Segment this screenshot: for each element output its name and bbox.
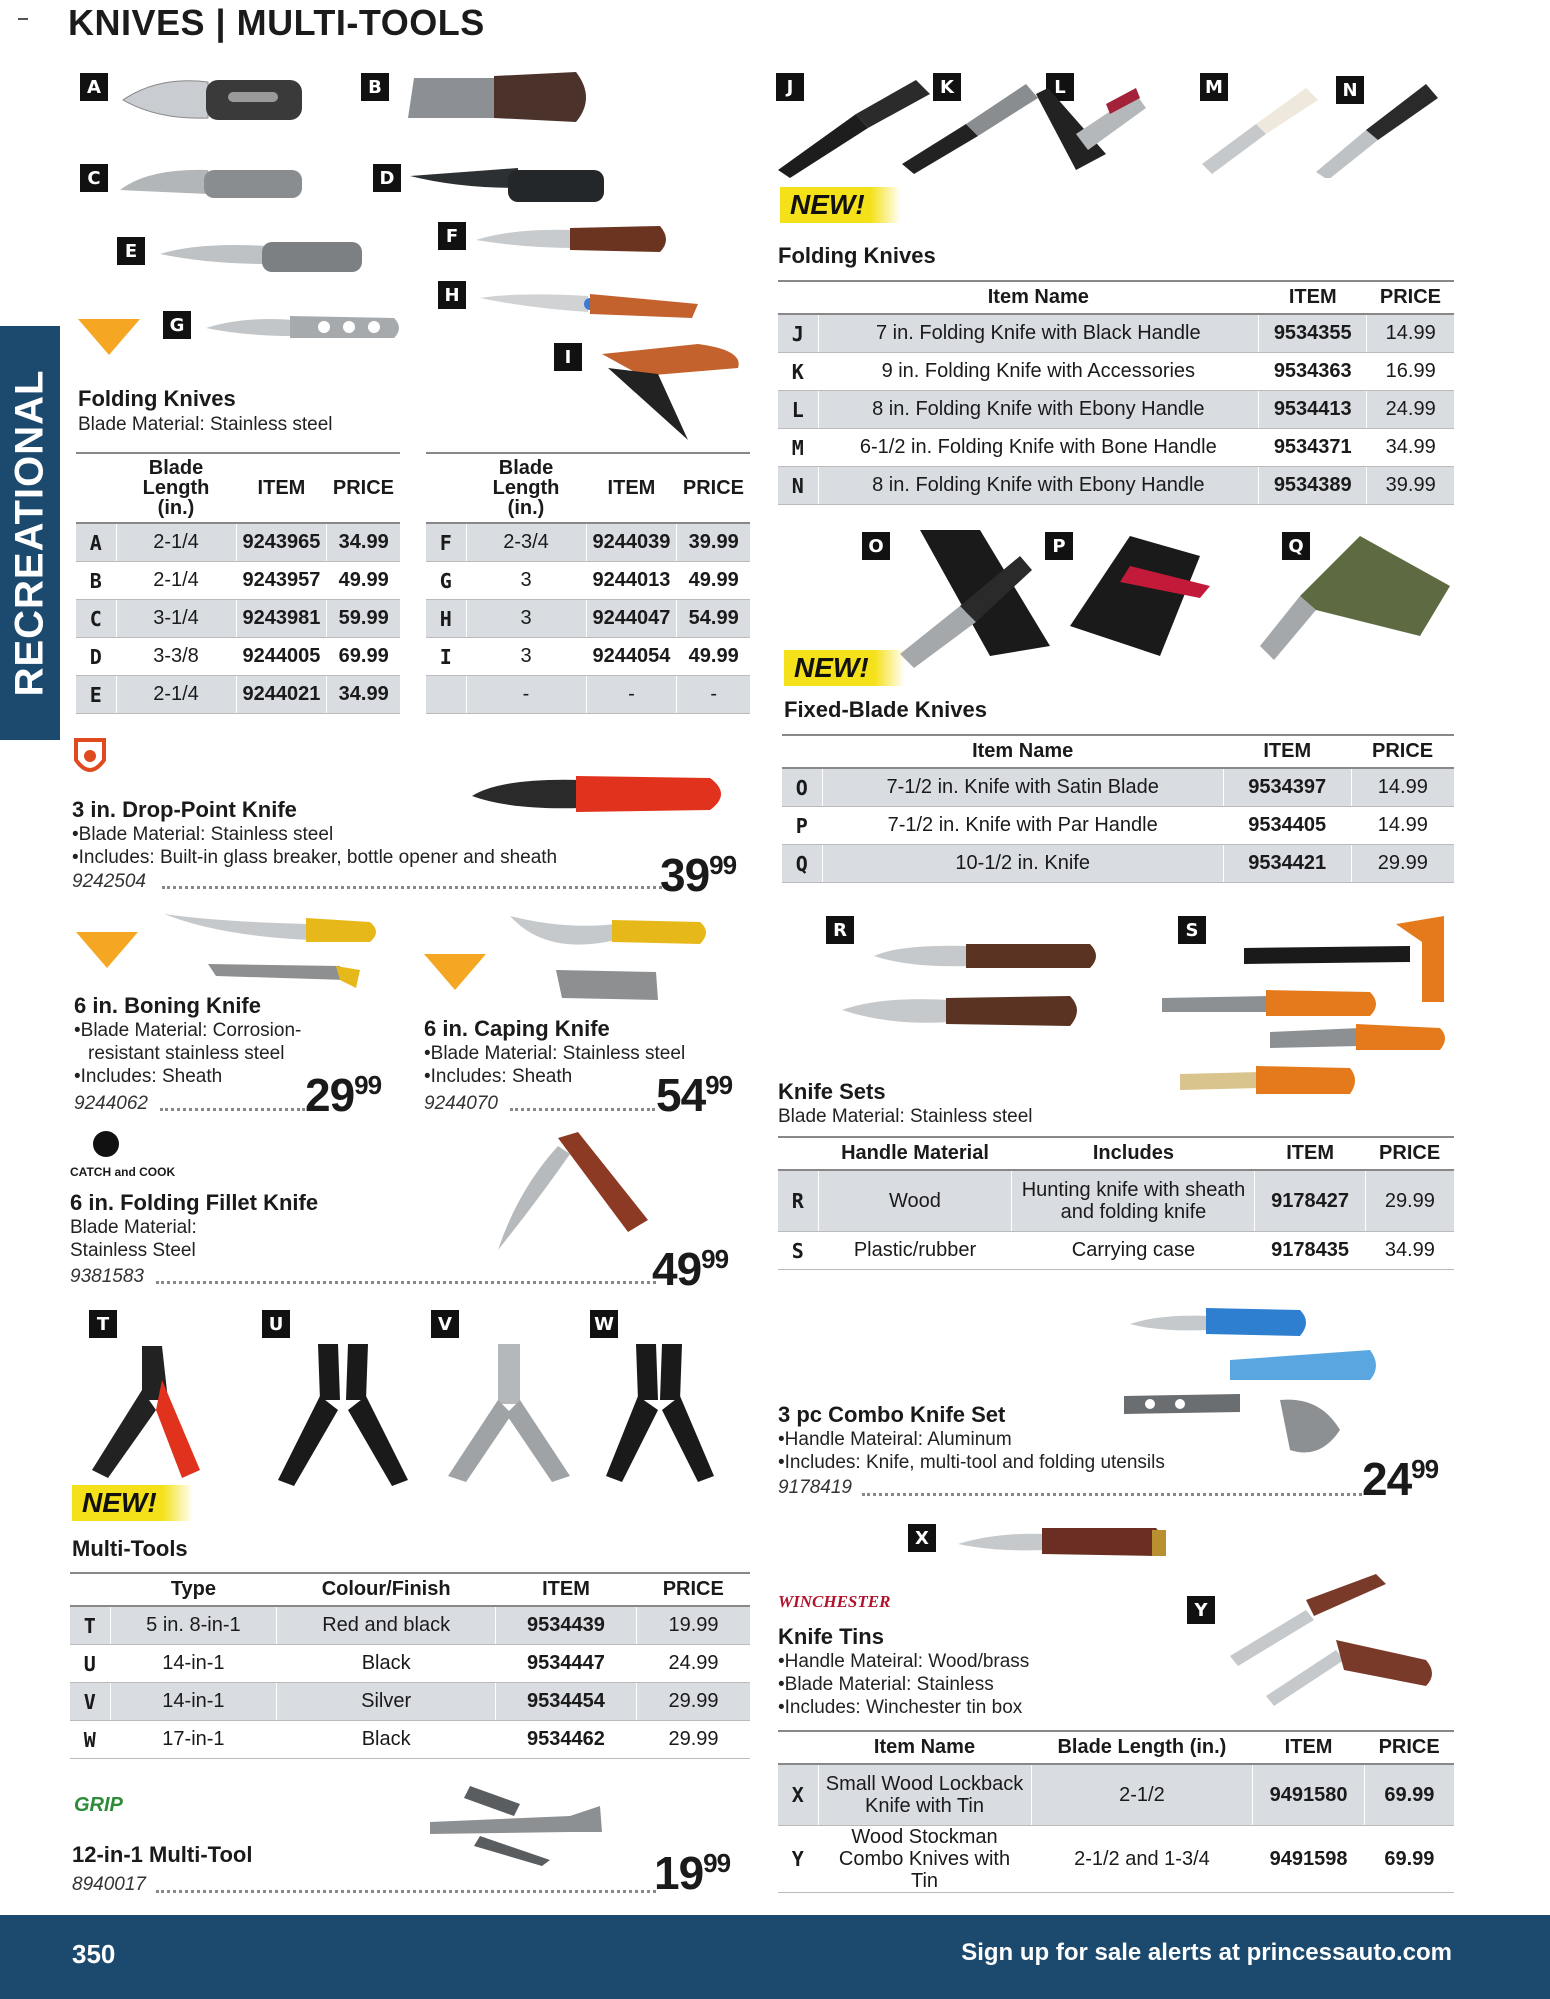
combo-price: $24^{99}$ (1362, 1453, 1439, 1505)
table-row: O 7-1/2 in. Knife with Satin Blade 9534397 14.99 (782, 768, 1454, 807)
header-price: PRICE (1365, 1137, 1454, 1170)
header-blade-length: Blade Length (in.) (116, 453, 236, 523)
grip-price: $19^{99}$ (654, 1847, 731, 1899)
table-row: X Small Wood Lockback Knife with Tin 2-1/2 9491580 69.99 (778, 1764, 1454, 1826)
catch-cook-logo (88, 1126, 124, 1162)
multi-tools-table (70, 1572, 750, 1759)
table-row: R Wood Hunting knife with sheath and folding knife 9178427 29.99 (778, 1170, 1454, 1232)
combo-bullet-1: •Handle Mateiral: Aluminum (778, 1429, 1012, 1450)
fixed-blade-table (782, 734, 1454, 883)
label-t: T (89, 1310, 117, 1338)
label-r: R (826, 916, 854, 944)
caping-bullet-2: •Includes: Sheath (424, 1066, 573, 1087)
tins-table (778, 1730, 1454, 1893)
caping-title: 6 in. Caping Knife (424, 1016, 610, 1041)
fillet-title: 6 in. Folding Fillet Knife (70, 1190, 319, 1215)
header-price: PRICE (1364, 1731, 1454, 1764)
label-m: M (1200, 73, 1228, 101)
table-row: B 2-1/4 9243957 49.99 (76, 562, 400, 600)
label-l: L (1046, 73, 1074, 101)
table-row: Q 10-1/2 in. Knife 9534421 29.99 (782, 845, 1454, 883)
fillet-price: $49^{99}$ (652, 1243, 729, 1295)
folding-smith-table-right (426, 452, 750, 714)
label-i: I (554, 343, 582, 371)
leader-dots (162, 886, 662, 889)
label-j: J (776, 73, 804, 101)
combo-bullet-2: •Includes: Knife, multi-tool and folding utensils (778, 1452, 1165, 1473)
label-p: P (1045, 532, 1073, 560)
header-price: PRICE (1351, 735, 1454, 768)
caping-sku: 9244070 (424, 1093, 502, 1115)
label-q: Q (1282, 532, 1310, 560)
knife-sets-title: Knife Sets (778, 1079, 886, 1104)
leader-dots (160, 1108, 305, 1111)
header-item: ITEM (586, 453, 677, 523)
label-g: G (163, 311, 191, 339)
label-x: X (908, 1524, 936, 1552)
table-row: U 14-in-1 Black 9534447 24.99 (70, 1645, 750, 1683)
fillet-bullet-1b: Stainless Steel (70, 1240, 196, 1261)
header-item: ITEM (1223, 735, 1351, 768)
new-badge: NEW! (72, 1485, 193, 1521)
header-price: PRICE (327, 453, 400, 523)
label-e: E (117, 237, 145, 265)
combo-knife-set-image (1120, 1300, 1410, 1470)
new-badge: NEW! (780, 187, 901, 223)
boning-bullet-2: •Includes: Sheath (74, 1066, 223, 1087)
label-c: C (80, 164, 108, 192)
table-row: T 5 in. 8-in-1 Red and black 9534439 19.99 (70, 1606, 750, 1645)
menu-mark (18, 18, 28, 20)
folding-smith-table-left (76, 452, 400, 714)
drop-point-title: 3 in. Drop-Point Knife (72, 797, 297, 822)
label-f: F (438, 222, 466, 250)
header-price: PRICE (677, 453, 750, 523)
table-row: W 17-in-1 Black 9534462 29.99 (70, 1721, 750, 1759)
leader-dots (156, 1281, 656, 1284)
boning-bullet-1: •Blade Material: Corrosion- (74, 1020, 302, 1041)
knife-set-s-image (1160, 912, 1450, 1098)
footer (0, 1915, 1550, 1999)
label-h: H (438, 281, 466, 309)
leader-dots (156, 1890, 656, 1893)
label-a: A (80, 73, 108, 101)
table-row: E 2-1/4 9244021 34.99 (76, 676, 400, 714)
label-w: W (590, 1310, 618, 1338)
table-row: F 2-3/4 9244039 39.99 (426, 523, 750, 562)
gear-aid-logo (72, 730, 108, 782)
label-n: N (1336, 76, 1364, 104)
header-item-name: Item Name (822, 735, 1223, 768)
table-row: D 3-3/8 9244005 69.99 (76, 638, 400, 676)
label-u: U (262, 1310, 290, 1338)
header-blade-length: Blade Length (in.) (1031, 1731, 1253, 1764)
table-row: H 3 9244047 54.99 (426, 600, 750, 638)
header-item: ITEM (1259, 281, 1367, 314)
combo-title: 3 pc Combo Knife Set (778, 1402, 1006, 1427)
catch-cook-brand: CATCH and COOK (70, 1165, 176, 1179)
grip-multi-tool-image (410, 1776, 610, 1868)
knife-sets-table (778, 1136, 1454, 1270)
table-row: A 2-1/4 9243965 34.99 (76, 523, 400, 562)
table-row: G 3 9244013 49.99 (426, 562, 750, 600)
table-row: K 9 in. Folding Knife with Accessories 9534363 16.99 (778, 353, 1454, 391)
table-row: - - - (426, 676, 750, 714)
page-title: KNIVES | MULTI-TOOLS (68, 2, 485, 43)
fillet-knife-image (478, 1130, 658, 1260)
header-item-name: Item Name (818, 1731, 1031, 1764)
knife-e-image (158, 238, 368, 278)
header-item: ITEM (495, 1573, 636, 1606)
header-item: ITEM (1255, 1137, 1365, 1170)
table-row: P 7-1/2 in. Knife with Par Handle 9534405 14.99 (782, 807, 1454, 845)
knife-d-image (408, 162, 608, 208)
grip-sku: 8940017 (72, 1874, 150, 1896)
leader-dots (862, 1493, 1362, 1496)
header-item: ITEM (1253, 1731, 1364, 1764)
label-o: O (862, 532, 890, 560)
table-row: V 14-in-1 Silver 9534454 29.99 (70, 1683, 750, 1721)
boning-bullet-1b: resistant stainless steel (88, 1043, 285, 1064)
knife-f-image (474, 220, 674, 260)
knife-set-r-image (840, 936, 1100, 1042)
winchester-logo: WINCHESTER (778, 1592, 891, 1611)
tins-bullet-3: •Includes: Winchester tin box (778, 1697, 1023, 1718)
tins-title: Knife Tins (778, 1624, 884, 1649)
table-row: N 8 in. Folding Knife with Ebony Handle 9534389 39.99 (778, 467, 1454, 505)
boning-price: $29^{99}$ (305, 1069, 382, 1121)
page-number: 350 (72, 1939, 116, 1969)
combo-sku: 9178419 (778, 1477, 856, 1499)
fillet-sku: 9381583 (70, 1266, 148, 1288)
tins-bullet-2: •Blade Material: Stainless (778, 1674, 994, 1695)
side-tab (0, 326, 60, 740)
folding-new-table (778, 280, 1454, 505)
boning-title: 6 in. Boning Knife (74, 993, 261, 1018)
boning-knife-image (160, 906, 380, 996)
fixed-blade-title: Fixed-Blade Knives (784, 697, 987, 722)
boning-sku: 9244062 (74, 1093, 152, 1115)
table-row: I 3 9244054 49.99 (426, 638, 750, 676)
tins-bullet-1: •Handle Mateiral: Wood/brass (778, 1651, 1030, 1672)
fillet-bullet-1: Blade Material: (70, 1217, 197, 1238)
drop-point-sku: 9242504 (72, 871, 150, 893)
header-price: PRICE (637, 1573, 751, 1606)
new-badge: NEW! (784, 650, 905, 686)
grip-logo: GRIP (74, 1794, 123, 1816)
label-s: S (1178, 916, 1206, 944)
tin-knife-x-image (956, 1522, 1176, 1562)
header-handle-material: Handle Material (818, 1137, 1012, 1170)
knife-a-image (118, 68, 308, 130)
header-includes: Includes (1012, 1137, 1255, 1170)
knife-b-image (406, 70, 596, 126)
label-k: K (933, 73, 961, 101)
table-row: L 8 in. Folding Knife with Ebony Handle 9534413 24.99 (778, 391, 1454, 429)
header-colour: Colour/Finish (277, 1573, 496, 1606)
smiths-logo (78, 319, 140, 355)
table-row: J 7 in. Folding Knife with Black Handle 9534355 14.99 (778, 314, 1454, 353)
caping-price: $54^{99}$ (656, 1069, 733, 1121)
header-item: ITEM (236, 453, 327, 523)
header-blade-length: Blade Length (in.) (466, 453, 586, 523)
header-price: PRICE (1367, 281, 1454, 314)
multi-tool-u-image (268, 1340, 418, 1490)
drop-point-knife-image (470, 770, 734, 820)
folding-knives-jn-image (776, 74, 1456, 178)
label-b: B (361, 73, 389, 101)
knife-g-image (204, 310, 404, 346)
table-row: M 6-1/2 in. Folding Knife with Bone Handle 9534371 34.99 (778, 429, 1454, 467)
knife-sets-subtitle: Blade Material: Stainless steel (778, 1106, 1033, 1127)
header-item-name: Item Name (818, 281, 1259, 314)
table-row: S Plastic/rubber Carrying case 9178435 34.99 (778, 1232, 1454, 1270)
folding-smith-title: Folding Knives (78, 386, 236, 411)
multi-tool-v-image (428, 1340, 588, 1486)
tin-knife-y-image (1226, 1570, 1456, 1710)
folding-new-title: Folding Knives (778, 243, 936, 268)
knife-c-image (118, 160, 308, 206)
multi-tools-title: Multi-Tools (72, 1536, 188, 1561)
grip-title: 12-in-1 Multi-Tool (72, 1842, 253, 1867)
caping-bullet-1: •Blade Material: Stainless steel (424, 1043, 686, 1064)
fixed-blade-knives-image (880, 526, 1460, 672)
label-v: V (431, 1310, 459, 1338)
smiths-logo (424, 954, 486, 990)
knife-i-image (598, 340, 748, 444)
side-tab-label: RECREATIONAL (7, 369, 52, 697)
smiths-logo (76, 932, 138, 968)
header-type: Type (110, 1573, 277, 1606)
label-d: D (373, 164, 401, 192)
label-y: Y (1187, 1596, 1215, 1624)
sale-alerts-link[interactable]: Sign up for sale alerts at princessauto.com (961, 1939, 1452, 1966)
multi-tool-t-image (72, 1340, 240, 1486)
table-row: Y Wood Stockman Combo Knives with Tin 2-1/2 and 1-3/4 9491598 69.99 (778, 1826, 1454, 1893)
drop-point-bullet-2: •Includes: Built-in glass breaker, bottle opener and sheath (72, 847, 558, 868)
multi-tool-w-image (596, 1340, 726, 1486)
drop-point-bullet-1: •Blade Material: Stainless steel (72, 824, 334, 845)
drop-point-price: $39^{99}$ (660, 849, 737, 901)
table-row: C 3-1/4 9243981 59.99 (76, 600, 400, 638)
knife-h-image (478, 284, 708, 330)
folding-smith-subtitle: Blade Material: Stainless steel (78, 414, 333, 435)
caping-knife-image (506, 906, 718, 1006)
leader-dots (510, 1108, 655, 1111)
